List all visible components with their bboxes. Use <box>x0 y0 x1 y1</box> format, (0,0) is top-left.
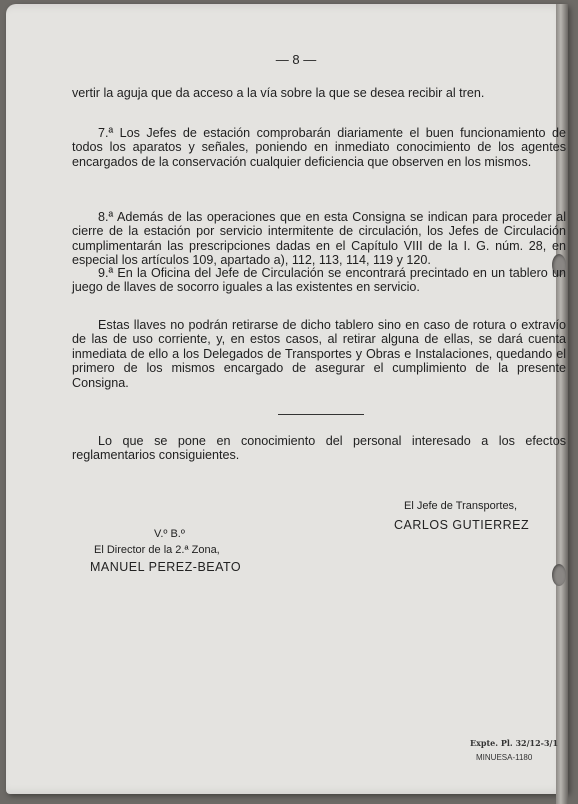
file-reference: Expte. Pl. 32/12-3/1 <box>470 738 559 748</box>
page-number: — 8 — <box>275 52 317 67</box>
paragraph-7: 7.ª Los Jefes de estación comprobarán diariamente el buen funcionamiento de todos los aparatos y señales, poniendo en inmediato conocimiento de los agentes encargados de la conservación cualquier deficiencia que observen en los mismos. <box>72 126 566 169</box>
document-page <box>6 4 568 794</box>
paragraph-9: 9.ª En la Oficina del Jefe de Circulación se encontrará precintado en un tablero un juego de llaves de socorro iguales a las existentes en servicio. <box>72 266 566 295</box>
signature-right-title: El Jefe de Transportes, <box>404 500 518 512</box>
paragraph-continuation: vertir la aguja que da acceso a la vía sobre la que se desea recibir al tren. <box>72 86 485 100</box>
paragraph-llaves: Estas llaves no podrán retirarse de dicho tablero sino en caso de rotura o extravío de las de uso corriente, y, en estos casos, al retirar alguna de ellas, se dará cuenta inmediata de ello a los Delegados de Transportes y Obras e Instalaciones, quedando el primero de los mismos encargado de asegurar el cumplimiento de la presente Consigna. <box>72 318 566 390</box>
signature-left-vb: V.º B.º <box>154 528 185 540</box>
paragraph-8: 8.ª Además de las operaciones que en esta Consigna se indican para proceder al cierre de la estación por servicio intermitente de circulación, los Jefes de Circulación cumplimentarán las prescripciones dadas en el Capítulo VIII de la I. G. núm. 28, en especial los artículos 109, apartado a), 112, 113, 114, 119 y 120. <box>72 210 566 268</box>
signature-left-title: El Director de la 2.ª Zona, <box>94 544 220 556</box>
signature-right-name: CARLOS GUTIERREZ <box>394 518 530 532</box>
paragraph-closing: Lo que se pone en conocimiento del personal interesado a los efectos reglamentarios consiguientes. <box>72 434 566 463</box>
signature-left-name: MANUEL PEREZ-BEATO <box>90 560 242 574</box>
page-edge <box>556 4 568 804</box>
binder-hole-lower <box>552 564 566 586</box>
section-divider <box>278 414 364 415</box>
printer-mark: MINUESA-1180 <box>476 753 533 762</box>
